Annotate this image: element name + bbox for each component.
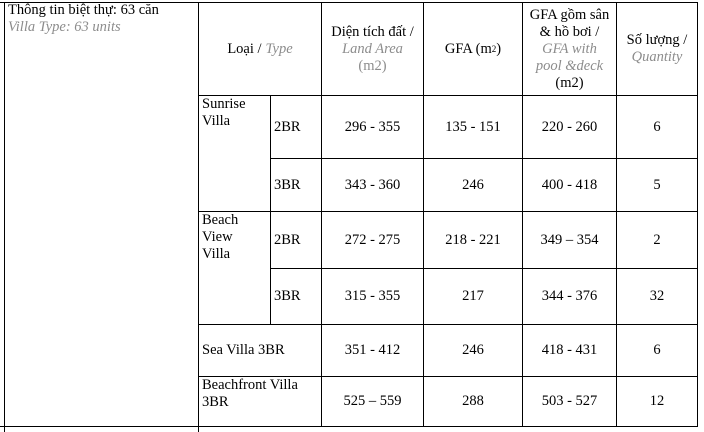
group-sunrise-villa xyxy=(202,96,270,211)
header-land-en: Land Area xyxy=(342,40,403,57)
header-gfa-pool-en1: GFA with xyxy=(542,40,597,57)
header-quantity xyxy=(617,3,697,95)
header-gfa-pool xyxy=(523,3,616,95)
gfa-pool-cell: 418 - 431 xyxy=(541,342,598,358)
bedroom-cell: 2BR xyxy=(274,118,301,135)
header-gfa-pool-en2: pool &deck xyxy=(535,57,604,74)
header-land-unit: (m2) xyxy=(358,57,387,74)
gfa-cell: 217 xyxy=(462,288,484,304)
header-land-vi: Diện tích đất / xyxy=(331,23,414,40)
land-area-cell: 351 - 412 xyxy=(344,342,401,358)
bedroom-cell: 3BR xyxy=(274,288,301,304)
land-area-cell: 315 - 355 xyxy=(344,288,401,304)
header-gfa-pool-vi2: & hồ bơi / xyxy=(539,23,600,40)
quantity-cell: 5 xyxy=(653,176,661,193)
table-border-bottom xyxy=(0,426,698,427)
table-border-right xyxy=(697,2,698,426)
gfa-cell: 218 - 221 xyxy=(445,231,501,248)
header-gfa-label: GFA (m xyxy=(444,40,492,57)
gfa-cell: 135 - 151 xyxy=(445,118,501,135)
header-qty-vi: Số lượng / xyxy=(626,32,688,48)
header-type xyxy=(199,3,321,95)
group-label: Beachfront Villa xyxy=(202,377,298,393)
villa-info-vi: Thông tin biệt thự: 63 căn xyxy=(8,2,159,18)
bedroom-cell: 2BR xyxy=(274,231,301,248)
gfa-pool-cell: 349 – 354 xyxy=(540,231,599,248)
header-gfa-pool-unit: (m2) xyxy=(555,74,584,91)
column-divider xyxy=(270,95,271,324)
gfa-pool-cell: 400 - 418 xyxy=(541,176,598,193)
gfa-cell: 246 xyxy=(462,176,484,193)
group-label: 3BR xyxy=(202,394,229,410)
gfa-pool-cell: 503 - 527 xyxy=(541,393,598,409)
villa-info-en: Villa Type: 63 units xyxy=(8,19,121,35)
gfa-pool-cell: 344 - 376 xyxy=(541,288,598,304)
gfa-cell: 288 xyxy=(462,393,484,409)
header-land-area xyxy=(322,3,423,95)
land-area-cell: 272 - 275 xyxy=(344,231,401,248)
land-area-cell: 296 - 355 xyxy=(344,118,401,135)
bedroom-cell: 3BR xyxy=(274,176,301,193)
quantity-cell: 2 xyxy=(653,231,661,248)
header-gfa-pool-vi1: GFA gồm sân xyxy=(529,6,610,23)
land-area-cell: 525 – 559 xyxy=(343,393,402,409)
group-label: Sunrise xyxy=(202,96,246,112)
quantity-cell: 12 xyxy=(649,393,665,409)
group-label: View xyxy=(202,229,233,245)
group-beachfront-villa xyxy=(202,377,321,426)
table-border-left xyxy=(4,2,5,432)
gfa-pool-cell: 220 - 260 xyxy=(541,118,598,135)
header-gfa-sup: 2 xyxy=(491,43,497,54)
land-area-cell: 343 - 360 xyxy=(344,176,401,193)
header-gfa-close: ) xyxy=(496,40,502,57)
group-beach-view-villa xyxy=(202,212,270,324)
villa-info-cell xyxy=(8,2,196,426)
header-gfa xyxy=(424,3,522,95)
quantity-cell: 6 xyxy=(653,342,661,358)
quantity-cell: 6 xyxy=(653,118,661,135)
header-qty-en: Quantity xyxy=(631,49,683,65)
group-sea-villa xyxy=(202,325,321,376)
group-label: Villa xyxy=(202,113,231,129)
group-label: Beach xyxy=(202,212,239,228)
header-type-en: Type xyxy=(265,40,293,57)
gfa-cell: 246 xyxy=(462,342,484,358)
group-label: Villa xyxy=(202,246,231,262)
header-type-vi: Loại / xyxy=(227,40,262,57)
group-label: Sea Villa 3BR xyxy=(202,342,285,358)
quantity-cell: 32 xyxy=(649,288,665,304)
